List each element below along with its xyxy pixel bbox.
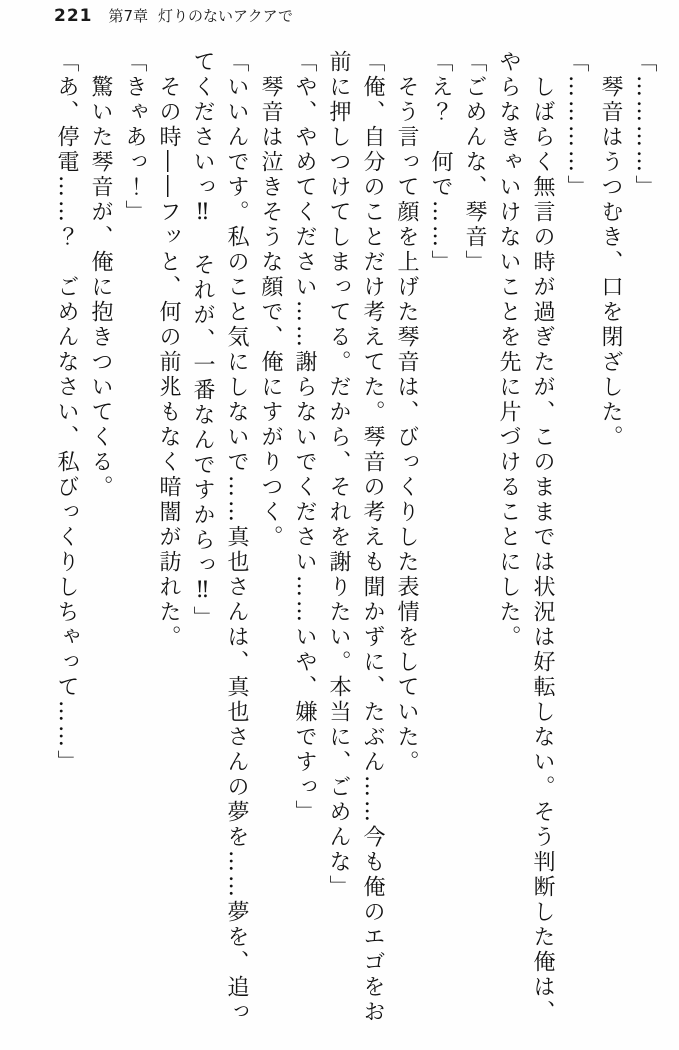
paragraph: そう言って顔を上げた琴音は、びっくりした表情をしていた。 (394, 50, 419, 775)
paragraph: 「や、やめてください……謝らないでください……いや、嫌ですっ」 (292, 50, 317, 825)
chapter-title: 灯りのないアクアで (158, 7, 294, 25)
paragraph: 「いいんです。私のこと気にしないで……真也さんは、真也さんの夢を……夢を、追ってくださいっ‼ それが、一番なんですからっ‼」 (190, 50, 249, 1025)
paragraph: 琴音は泣きそうな顔で、俺にすがりつく。 (258, 50, 283, 550)
paragraph: 「あ、停電……？ ごめんなさい、私びっくりしちゃって……」 (54, 50, 79, 775)
paragraph: 「きゃあっ！」 (122, 50, 147, 225)
paragraph: 琴音はうつむき、口を閉ざした。 (598, 50, 623, 450)
vertical-text-body (49, 50, 661, 1042)
paragraph: 「俺、自分のことだけ考えてた。琴音の考えも聞かずに、たぶん……今も俺のエゴをお前に押しつけてしまってる。だから、それを謝りたい。本当に、ごめんな」 (326, 50, 385, 1025)
page-header (54, 5, 293, 26)
paragraph: その時――フッと、何の前兆もなく暗闇が訪れた。 (156, 50, 181, 650)
paragraph: 「…………」 (632, 50, 657, 200)
paragraph: 驚いた琴音が、俺に抱きついてくる。 (88, 50, 113, 500)
paragraph: 「ごめんな、琴音」 (462, 50, 487, 275)
paragraph: 「え？ 何で……」 (428, 50, 453, 275)
paragraph: しばらく無言の時が過ぎたが、このままでは状況は好転しない。そう判断した俺は、やらなきゃいけないことを先に片づけることにした。 (496, 50, 555, 1025)
chapter-label: 第7章 (108, 7, 149, 25)
chapter-heading (109, 5, 294, 26)
paragraph: 「…………」 (564, 50, 589, 200)
page-number: 221 (54, 6, 93, 26)
